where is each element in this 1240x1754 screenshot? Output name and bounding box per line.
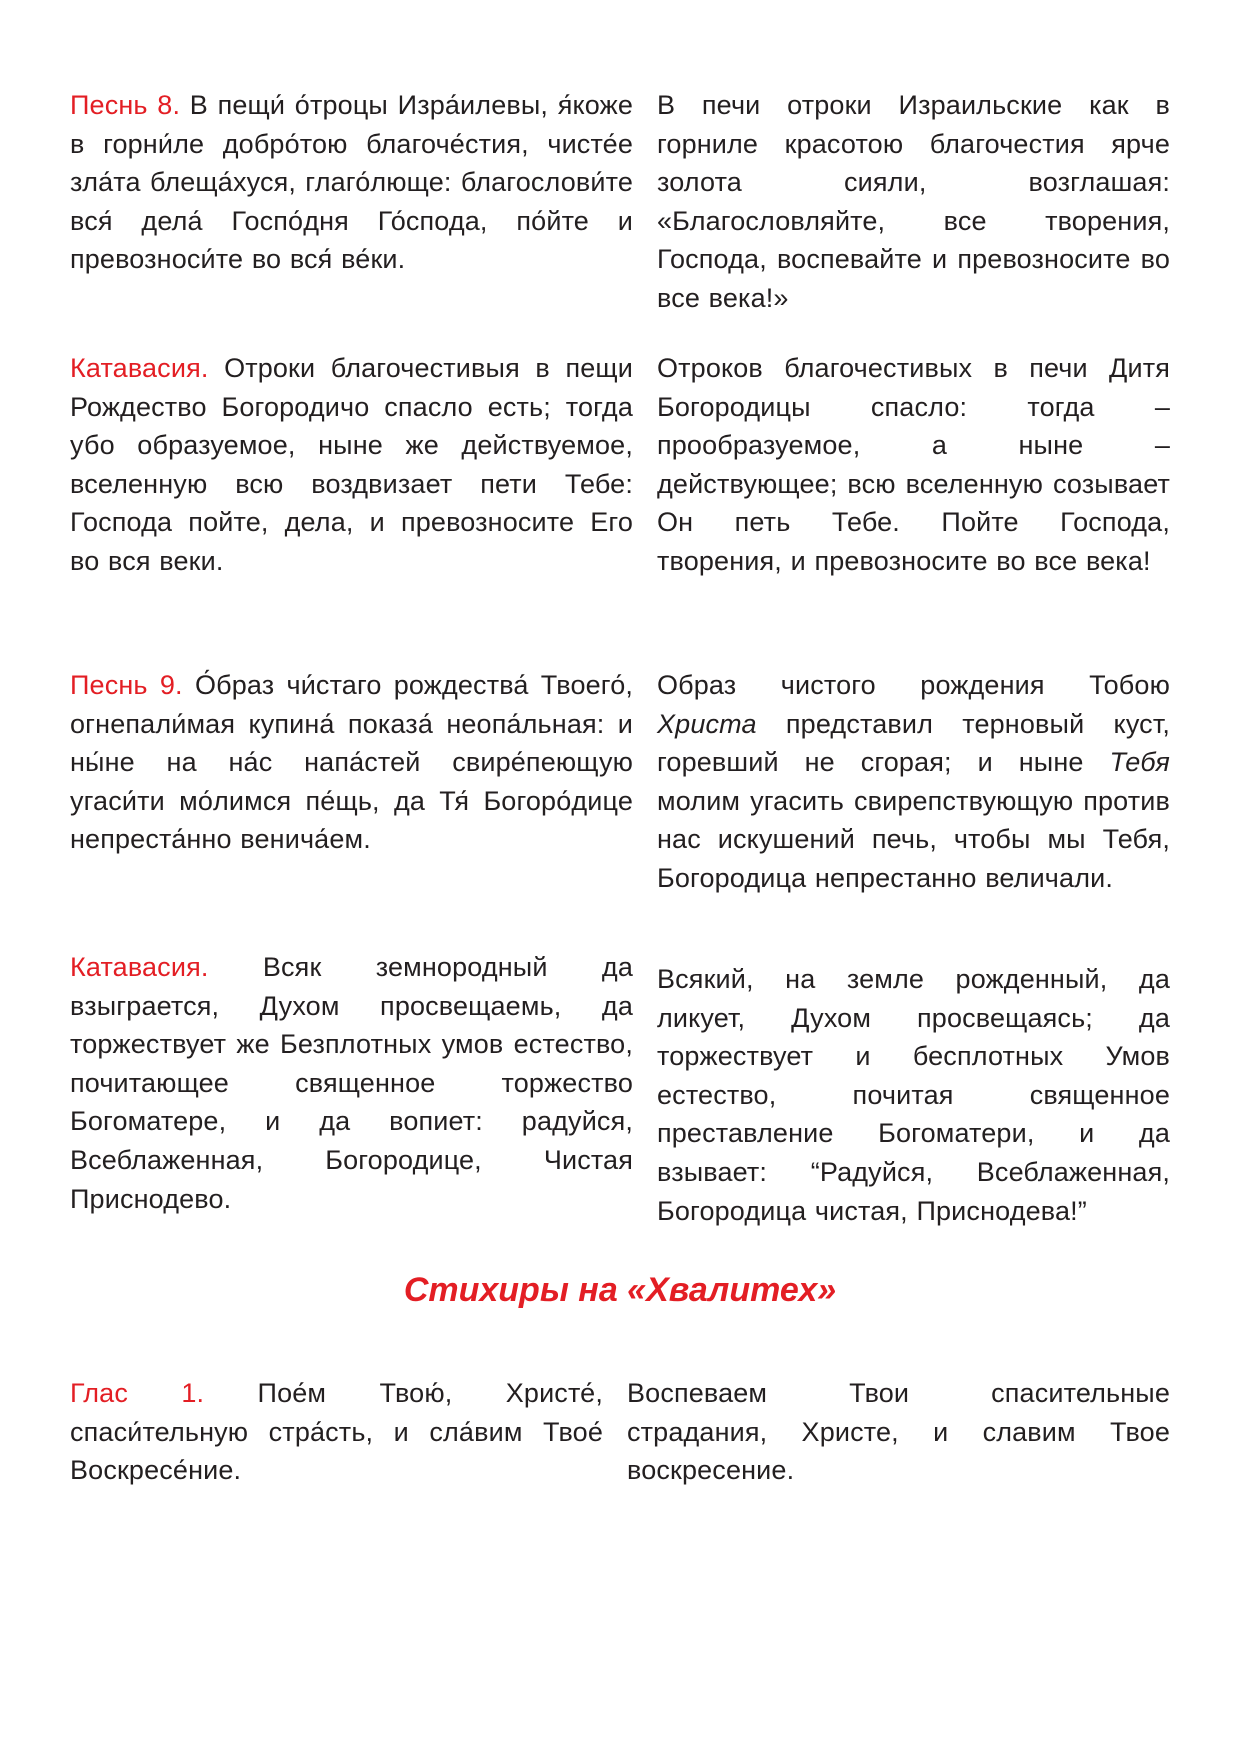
verse-row-stichera [70, 1374, 1170, 1490]
translation-text-part: представил терновый куст, горевший не сгорая; и ныне [657, 708, 1170, 778]
verse-row-katavasia-9 [70, 948, 1170, 1230]
russian-translation [657, 960, 1170, 1230]
verse-text: В пещи́ о́троцы Изра́илевы, я́коже в горни́ле добро́тою благоче́стия, чисте́е зла́та блеща́хуся, глаго́люще: благослови́те вся́ дела́ Госпо́дня Го́спода, по́йте и превозноси́те во вся́ ве́ки. [70, 90, 633, 275]
church-slavonic-text [70, 948, 633, 1230]
translation-text-part: Образ чистого рождения Тобою [657, 670, 1170, 700]
russian-translation [657, 666, 1170, 898]
verse-row-song-9 [70, 666, 1170, 898]
verse-text: Всяк земнородный да взыграется, Духом просвещаемь, да торжествует же Безплотных умов естество, почитающее священное торжество Богоматере, и да вопиет: радуйся, Всеблаженная, Богородице, Чистая Приснодево. [70, 952, 633, 1214]
translation-text: Воспеваем Твои спасительные страдания, Христе, и славим Твое воскресение. [627, 1378, 1170, 1486]
church-slavonic-text [70, 666, 633, 898]
section-title: Стихиры на «Хвалитех» [403, 1271, 837, 1309]
russian-translation [657, 86, 1170, 318]
verse-label: Катавасия. [70, 353, 209, 383]
verse-label: Песнь 9. [70, 670, 183, 700]
translation-text-part: молим угасить свирепствующую против нас искушений печь, чтобы мы Тебя, Богородица непрестанно величали. [657, 785, 1170, 893]
translation-italic-part: Тебя [1109, 747, 1170, 778]
verse-row-song-8 [70, 86, 1170, 318]
translation-italic-part: Христа [657, 708, 757, 739]
verse-label: Глас 1. [70, 1378, 205, 1408]
verse-row-katavasia-8 [70, 349, 1170, 581]
verse-label: Песнь 8. [70, 90, 181, 120]
church-slavonic-text [70, 86, 633, 318]
russian-translation [657, 349, 1170, 581]
verse-text: Пое́м Твою́, Христе́, спаси́тельную стра́сть, и сла́вим Твое́ Воскресе́ние. [70, 1378, 603, 1486]
russian-translation [627, 1374, 1170, 1490]
church-slavonic-text [70, 349, 633, 581]
translation-text: Всякий, на земле рожденный, да ликует, Духом просвещаясь; да торжествует и бесплотных Умов естество, почитая священное преставление Богоматери, и да взывает: “Радуйся, Всеблаженная, Богородица чистая, Приснодева!” [657, 964, 1170, 1226]
translation-text: В печи отроки Израильские как в горниле красотою благочестия ярче золота сияли, возглашая: «Благословляйте, все творения, Господа, воспевайте и превозносите во все века!» [657, 90, 1170, 313]
translation-text: Отроков благочестивых в печи Дитя Богородицы спасло: тогда – прообразуемое, а ныне – действующее; всю вселенную созывает Он петь Тебе. Пойте Господа, творения, и превозносите во все века! [657, 353, 1170, 576]
verse-text: Отроки благочестивыя в пещи Рождество Богородичо спасло есть; тогда убо образуемое, ныне же действуемое, вселенную всю воздвизает пети Тебе: Господа пойте, дела, и превозносите Его во вся веки. [70, 353, 633, 576]
verse-text: О́браз чи́стаго рождества́ Твоего́, огнепали́мая купина́ показа́ неопа́льная: и ны́не на на́с напа́стей свире́пеющую угаси́ти мо́лимся пе́щь, да Тя́ Богоро́дице непреста́нно венича́ем. [70, 670, 634, 855]
verse-label: Катавасия. [70, 952, 209, 982]
church-slavonic-text [70, 1374, 603, 1490]
